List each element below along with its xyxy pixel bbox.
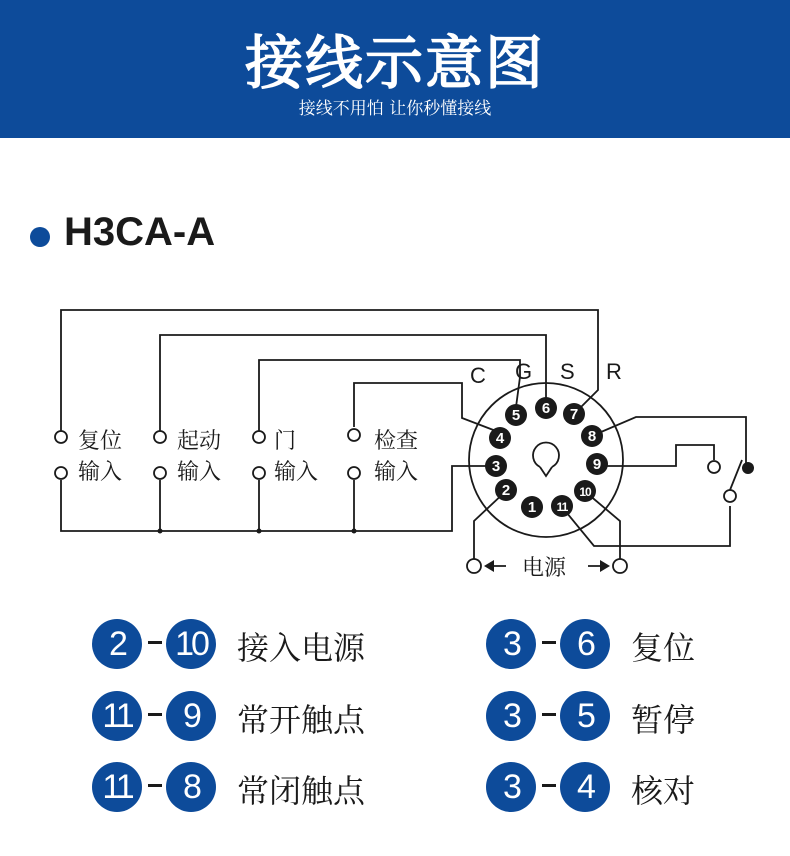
- legend-pin-b: 5: [560, 691, 610, 741]
- check-label-2: 输入: [374, 459, 419, 484]
- pin-label-6: 6: [541, 400, 551, 417]
- check-terminal-bottom: [348, 467, 360, 479]
- label-s: S: [560, 359, 575, 384]
- legend-meaning: 复位: [631, 629, 696, 667]
- legend-pin-a: 11: [92, 691, 142, 741]
- reset-label-1: 复位: [78, 428, 123, 453]
- legend-pin-a: 3: [486, 762, 536, 812]
- page-subtitle: 接线不用怕 让你秒懂接线: [298, 99, 492, 119]
- start-label-2: 输入: [177, 459, 222, 484]
- power-terminal-left: [467, 559, 481, 573]
- legend-dash: [542, 784, 556, 787]
- pin-label-2: 2: [501, 482, 511, 499]
- legend-dash: [542, 713, 556, 716]
- pin-label-9: 9: [592, 456, 602, 473]
- legend-meaning: 核对: [631, 772, 696, 810]
- pin-label-5: 5: [511, 407, 521, 424]
- legend-row: [486, 617, 786, 671]
- header-banner: [0, 0, 790, 138]
- gate-terminal-bottom: [253, 467, 265, 479]
- legend-pin-b: 6: [560, 619, 610, 669]
- legend-dash: [148, 641, 162, 644]
- legend-row: [486, 689, 786, 743]
- start-label-1: 起动: [177, 428, 222, 453]
- legend-row: [486, 760, 786, 814]
- legend-meaning: 暂停: [631, 701, 696, 739]
- legend-pin-a: 3: [486, 619, 536, 669]
- pin-label-10: 10: [579, 485, 591, 499]
- legend-pin-b: 8: [166, 762, 216, 812]
- page-title: 接线示意图: [244, 29, 545, 97]
- reset-label-2: 输入: [78, 459, 123, 484]
- label-r: R: [606, 359, 622, 384]
- power-label: 电源: [522, 555, 567, 580]
- legend-pin-b: 10: [166, 619, 216, 669]
- legend-meaning: 接入电源: [237, 629, 366, 667]
- pin-label-11: 11: [556, 500, 568, 514]
- legend-row: [92, 617, 392, 671]
- legend-dash: [542, 641, 556, 644]
- legend-dash: [148, 713, 162, 716]
- legend-pin-a: 3: [486, 691, 536, 741]
- legend-pin-b: 4: [560, 762, 610, 812]
- pin-label-8: 8: [587, 428, 597, 445]
- common-contact-terminal: [724, 490, 736, 502]
- check-label-1: 检查: [374, 428, 419, 453]
- pin-label-1: 1: [527, 499, 537, 516]
- legend-pin-b: 9: [166, 691, 216, 741]
- check-terminal-top: [348, 429, 360, 441]
- power-arrow-right: [600, 560, 610, 572]
- legend-pin-a: 11: [92, 762, 142, 812]
- socket-key: [533, 442, 559, 467]
- pin-label-4: 4: [495, 430, 505, 447]
- reset-terminal-top: [55, 431, 67, 443]
- power-terminal-right: [613, 559, 627, 573]
- start-terminal-bottom: [154, 467, 166, 479]
- power-arrow-left: [484, 560, 494, 572]
- pin-label-7: 7: [569, 406, 579, 423]
- legend-row: [92, 760, 392, 814]
- legend-meaning: 常开触点: [237, 701, 366, 739]
- model-label: H3CA-A: [64, 210, 216, 254]
- legend-dash: [148, 784, 162, 787]
- label-g: G: [515, 359, 533, 384]
- gate-label-2: 输入: [274, 459, 319, 484]
- nc-contact-terminal: [742, 462, 754, 474]
- legend-meaning: 常闭触点: [237, 772, 366, 810]
- bullet-icon: [30, 227, 50, 247]
- reset-terminal-bottom: [55, 467, 67, 479]
- pin-label-3: 3: [491, 458, 501, 475]
- no-contact-terminal: [708, 461, 720, 473]
- gate-label-1: 门: [274, 428, 297, 453]
- wiring-diagram: [0, 290, 790, 585]
- legend-pin-a: 2: [92, 619, 142, 669]
- start-terminal-top: [154, 431, 166, 443]
- label-c: C: [470, 363, 486, 388]
- legend-row: [92, 689, 392, 743]
- gate-terminal-top: [253, 431, 265, 443]
